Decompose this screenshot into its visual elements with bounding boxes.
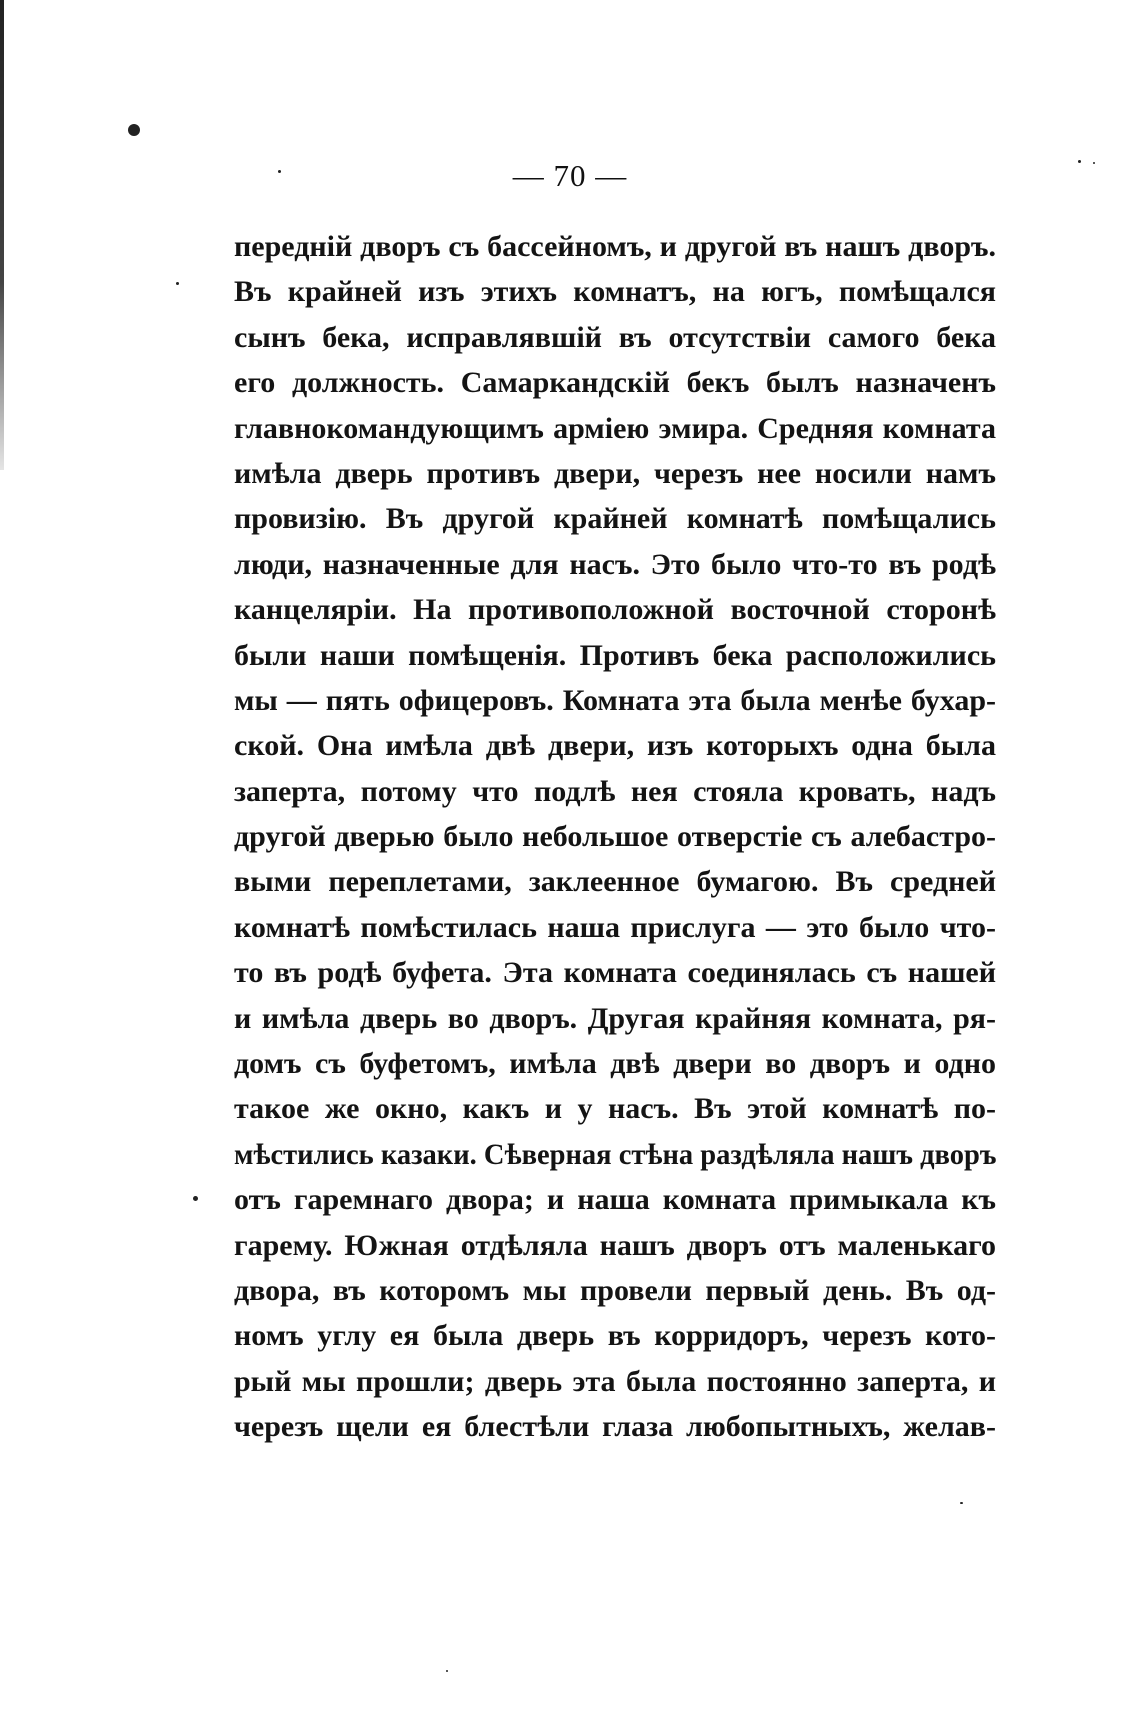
- text-line: черезъ щели ея блестѣли глаза любопытныхъ, желав-: [234, 1410, 996, 1444]
- text-line: передній дворъ съ бассейномъ, и другой въ нашъ дворъ.: [234, 230, 996, 263]
- text-line: мѣстились казаки. Сѣверная стѣна раздѣляла нашъ дворъ: [234, 1137, 997, 1171]
- text-line: Въ крайней изъ этихъ комнатъ, на югъ, помѣщался: [234, 275, 996, 309]
- text-line: люди, назначенные для насъ. Это было что-то въ родѣ: [234, 547, 996, 581]
- ink-speck: [446, 1670, 448, 1672]
- text-line: ской. Она имѣла двѣ двери, изъ которыхъ одна была: [234, 729, 996, 763]
- text-line: имѣла дверь противъ двери, черезъ нее носили намъ: [234, 456, 996, 490]
- text-line: двора, въ которомъ мы провели первый день. Въ од-: [234, 1273, 996, 1307]
- binding-edge: [0, 0, 4, 470]
- text-line: заперта, потому что подлѣ нея стояла кровать, надъ: [234, 774, 996, 808]
- text-line: рый мы прошли; дверь эта была постоянно заперта, и: [234, 1364, 996, 1398]
- text-line: домъ съ буфетомъ, имѣла двѣ двери во дворъ и одно: [234, 1047, 996, 1081]
- text-line: провизію. Въ другой крайней комнатѣ помѣщались: [234, 502, 996, 536]
- text-line: отъ гаремнаго двора; и наша комната примыкала къ: [234, 1183, 996, 1217]
- text-line: другой дверью было небольшое отверстіе съ алебастро-: [234, 820, 996, 854]
- text-line: гарему. Южная отдѣляла нашъ дворъ отъ маленькаго: [234, 1228, 996, 1262]
- ink-speck: [960, 1502, 963, 1504]
- text-line: такое же окно, какъ и у насъ. Въ этой комнатѣ по-: [234, 1092, 996, 1126]
- text-line: номъ углу ея была дверь въ корридоръ, черезъ кото-: [234, 1319, 996, 1353]
- text-line: его должность. Самаркандскій бекъ былъ назначенъ: [234, 366, 996, 400]
- text-line: канцеляріи. На противоположной восточной сторонѣ: [234, 593, 996, 627]
- text-line: выми переплетами, заклеенное бумагою. Въ средней: [234, 865, 996, 899]
- page-number: — 70 —: [512, 158, 628, 193]
- text-line: мы — пять офицеровъ. Комната эта была менѣе бухар-: [234, 683, 996, 717]
- ink-speck: [193, 1196, 198, 1201]
- text-line: то въ родѣ буфета. Эта комната соединялась съ нашей: [234, 956, 996, 990]
- text-line: и имѣла дверь во дворъ. Другая крайняя комната, ря-: [234, 1001, 996, 1035]
- ink-speck: [176, 282, 179, 285]
- ink-speck: [128, 124, 140, 136]
- text-line: комнатѣ помѣстилась наша прислуга — это было что-: [234, 910, 996, 944]
- text-line: главнокомандующимъ арміею эмира. Средняя комната: [234, 411, 996, 445]
- body-text: [234, 224, 996, 1450]
- text-line: сынъ бека, исправлявшій въ отсутствіи самого бека: [234, 320, 996, 354]
- text-line: были наши помѣщенія. Противъ бека расположились: [234, 638, 996, 672]
